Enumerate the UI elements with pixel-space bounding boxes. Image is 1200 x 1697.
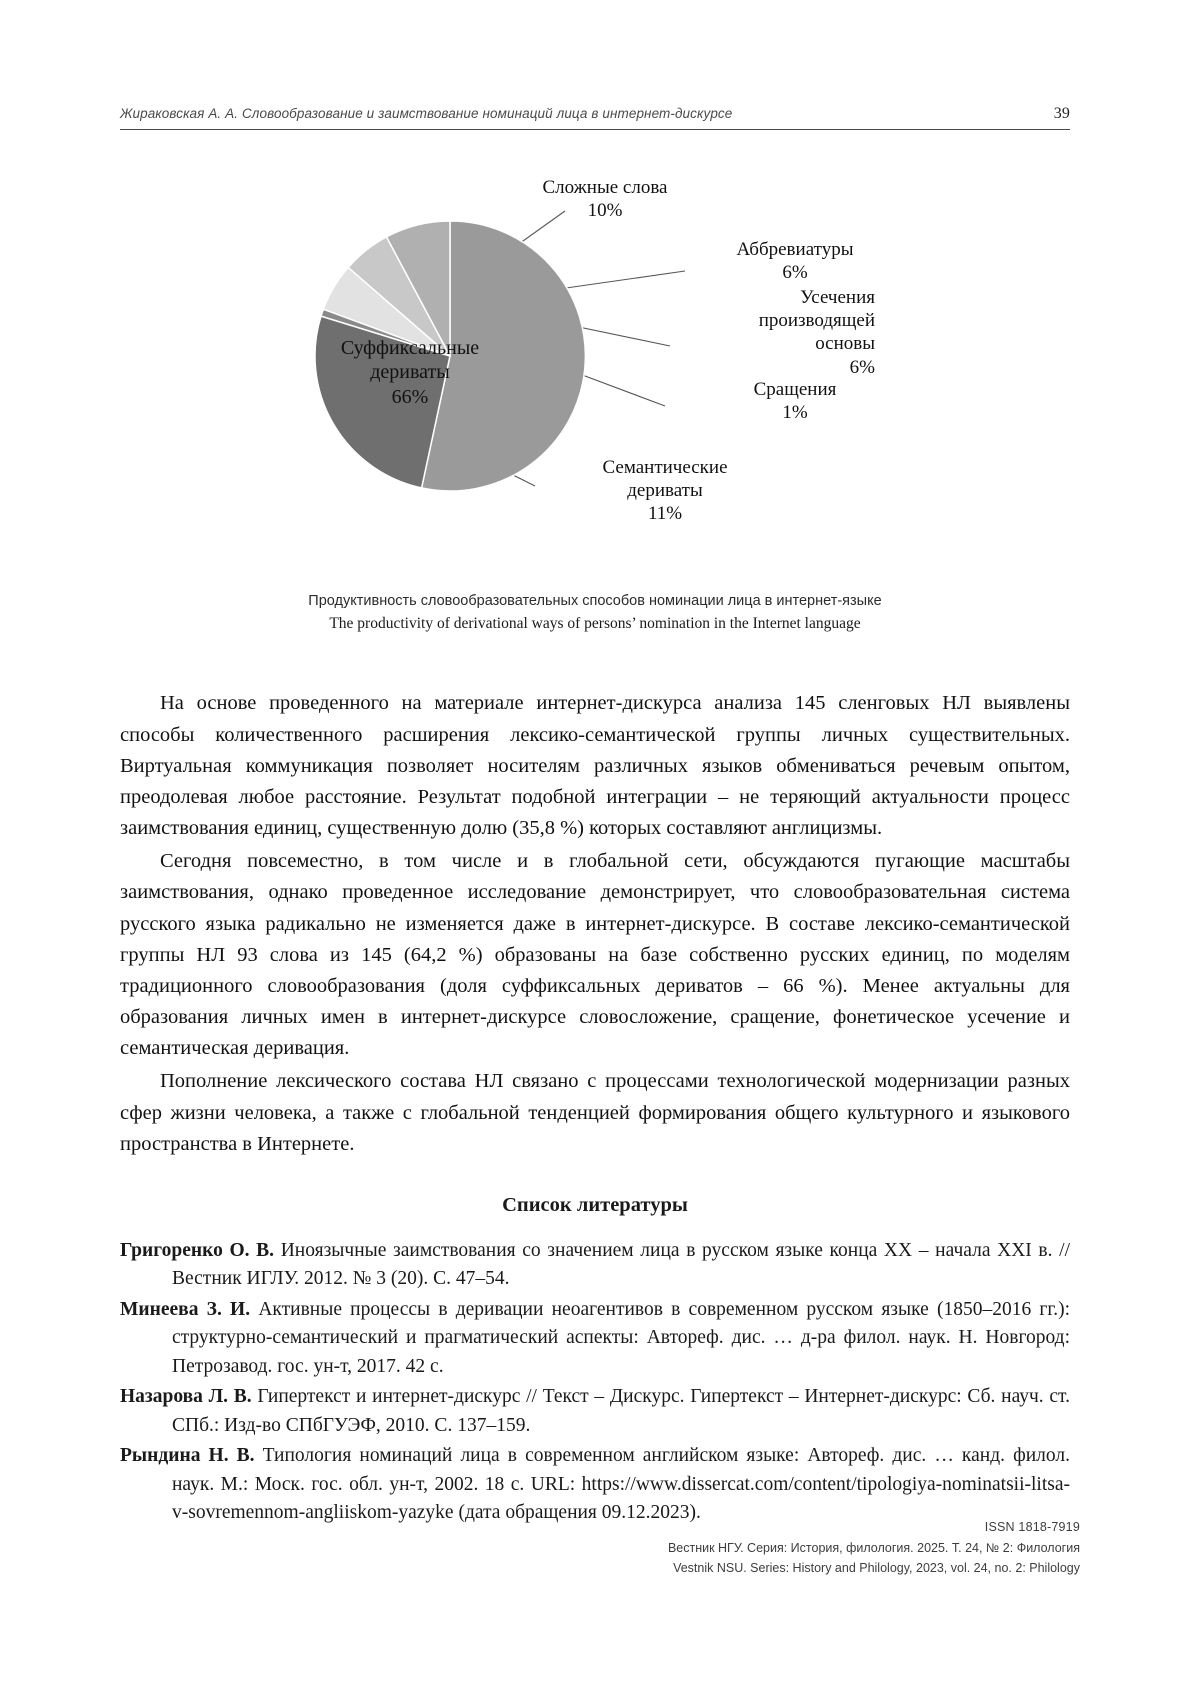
body-text xyxy=(120,688,1070,1159)
pie-label-semantic: Семантические дериваты 11% xyxy=(602,457,728,525)
reference-author: Григоренко О. В. xyxy=(120,1239,275,1261)
body-paragraph: Пополнение лексического состава НЛ связано с процессами технологической модернизации разных сфер жизни человека, а также с глобальной тенденцией формирования общего культурного и языкового пространства в Интернете. xyxy=(120,1070,1070,1155)
pie-label-suffix: Суффиксальные дериваты 66% xyxy=(340,337,480,408)
reference-text: Активные процессы в деривации неоагентивов в современном русском языке (1850–2016 гг.): структурно-семантический и прагматический аспекты: Автореф. дис. … д-ра филол. наук. Н. Новгород: Петрозавод. гос. ун-т, 2017. 42 с. xyxy=(172,1298,1070,1377)
running-head xyxy=(120,105,1070,130)
reference-item xyxy=(120,1237,1070,1294)
reference-author: Минеева З. И. xyxy=(120,1298,251,1320)
reference-text: Гипертекст и интернет-дискурс // Текст – Дискурс. Гипертекст – Интернет-дискурс: Сб. науч. ст. СПб.: Изд-во СПбГУЭФ, 2010. С. 137–159. xyxy=(172,1386,1070,1436)
pie-chart xyxy=(165,156,1025,556)
reference-item xyxy=(120,1442,1070,1527)
figure xyxy=(120,156,1070,636)
footer-journal-ru: Вестник НГУ. Серия: История, филология. 2025. Т. 24, № 2: Филология xyxy=(667,1540,1080,1555)
references-title: Список литературы xyxy=(502,1193,688,1216)
reference-item xyxy=(120,1383,1070,1440)
figure-caption xyxy=(308,590,881,636)
body-paragraph: На основе проведенного на материале интернет-дискурса анализа 145 сленговых НЛ выявлены способы количественного расширения лексико-семантической группы личных существительных. Виртуальная коммуникация позволяет носителям различных языков обмениваться речевым опытом, преодолевая любое расстояние. Результат подобной интеграции – не теряющий актуальности процесс заимствования единиц, существенную долю (35,8 %) которых составляют англицизмы. xyxy=(120,692,1070,840)
reference-text: Иноязычные заимствования со значением лица в русском языке конца XX – начала XXI в. // Вестник ИГЛУ. 2012. № 3 (20). С. 47–54. xyxy=(172,1239,1070,1290)
reference-author: Рындина Н. В. xyxy=(120,1445,255,1467)
reference-item xyxy=(120,1296,1070,1381)
running-head-title: Жираковская А. А. Словообразование и заимствование номинаций лица в интернет-дискурсе xyxy=(120,106,733,121)
body-paragraph: Сегодня повсеместно, в том числе и в глобальной сети, обсуждаются пугающие масштабы заимствования, однако проведенное исследование демонстрирует, что словообразовательная система русского языка радикально не изменяется даже в интернет-дискурсе. В составе лексико-семантической группы НЛ 93 слова из 145 (64,2 %) образованы на базе собственно русских единиц, по моделям традиционного словообразования (доля суффиксальных дериватов – 66 %). Менее актуальны для образования личных имен в интернет-дискурсе словосложение, сращение, фонетическое усечение и семантическая деривация. xyxy=(120,850,1070,1060)
references-list xyxy=(120,1237,1070,1528)
footer-issn: ISSN 1818-7919 xyxy=(984,1520,1080,1535)
pie-label-compound: Сложные слова 10% xyxy=(542,177,668,222)
pie-label-abbreviation: Аббревиатуры 6% xyxy=(736,239,854,284)
figure-caption-en: The productivity of derivational ways of persons’ nomination in the Internet language xyxy=(329,615,861,633)
footer-journal-en: Vestnik NSU. Series: History and Philology, 2023, vol. 24, no. 2: Philology xyxy=(673,1561,1080,1576)
reference-text: Типология номинаций лица в современном английском языке: Автореф. дис. … канд. филол. наук. М.: Моск. гос. обл. ун-т, 2002. 18 с. URL: https://www.dissercat.com/content/tipologiya-nominatsii-litsa-v-sovremennom-angliiskom-yazyke (дата обращения 09.12.2023). xyxy=(172,1445,1070,1524)
figure-caption-ru: Продуктивность словообразовательных способов номинации лица в интернет-языке xyxy=(308,593,882,609)
page-number: 39 xyxy=(1053,105,1070,122)
page-content xyxy=(120,105,1070,1530)
page-footer xyxy=(668,1517,1080,1579)
pie-label-truncation: Усечения производящей основы 6% xyxy=(758,287,875,378)
reference-author: Назарова Л. В. xyxy=(120,1386,252,1408)
pie-label-splice: Сращения 1% xyxy=(753,379,837,424)
